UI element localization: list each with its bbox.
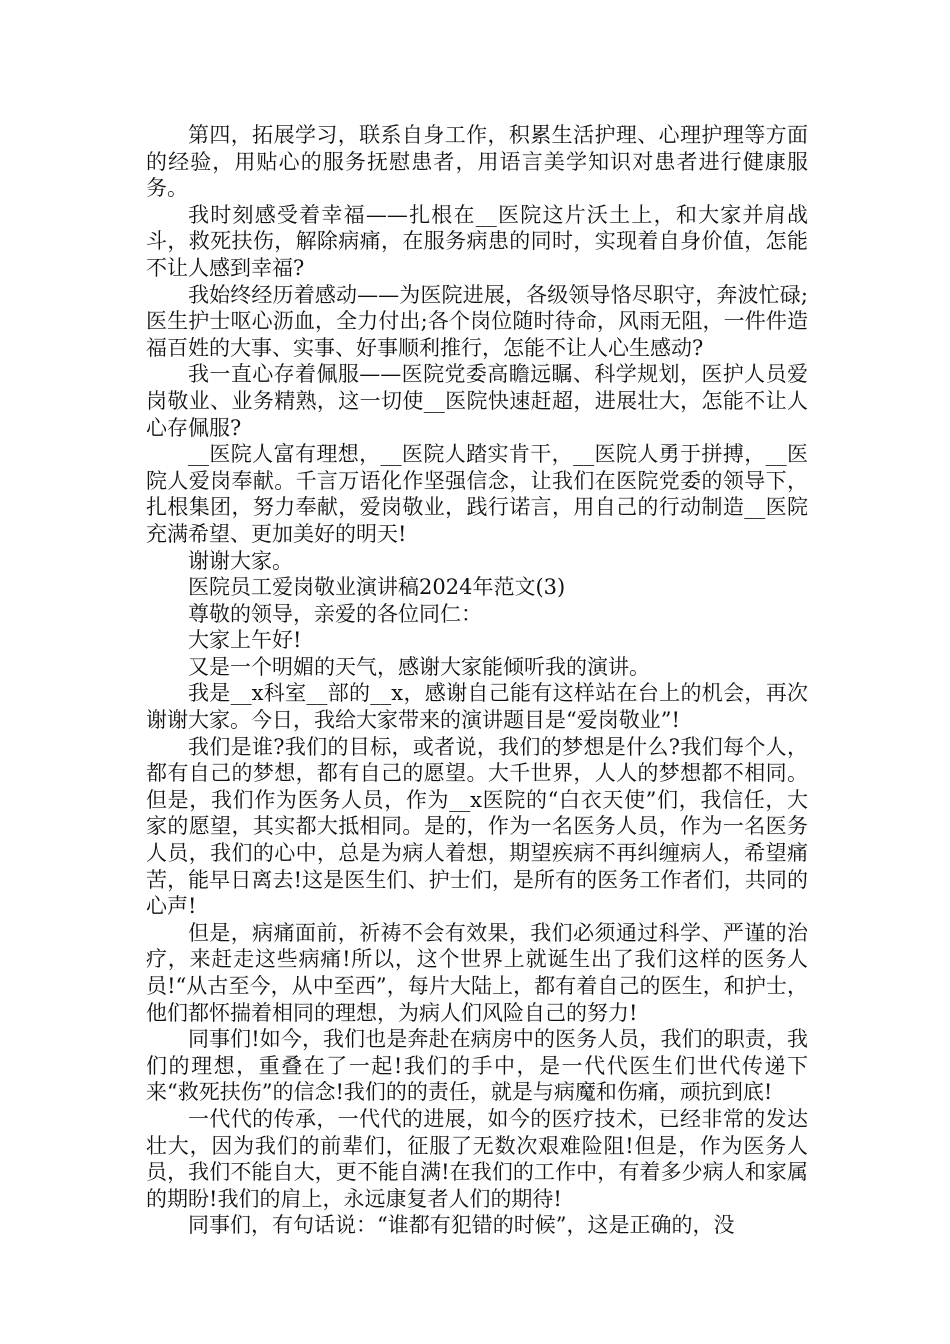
paragraph-5: __医院人富有理想，__医院人踏实肯干，__医院人勇于拼搏，__医院人爱岗奉献。千言万语化作坚强信念，让我们在医院党委的领导下，扎根集团，努力奉献，爱岗敬业，践行诺言，用自己的行动制造__医院充满希望、更加美好的明天! [146, 442, 808, 546]
paragraph-3: 我始终经历着感动——为医院进展，各级领导恪尽职守，奔波忙碌;医生护士呕心沥血，全力付出;各个岗位随时待命，风雨无阻，一件件造福百姓的大事、实事、好事顺利推行，怎能不让人心生感动? [146, 282, 808, 360]
paragraph-11: 一代代的传承，一代代的进展，如今的医疗技术，已经非常的发达壮大，因为我们的前辈们，征服了无数次艰难险阻!但是，作为医务人员，我们不能自大，更不能自满!在我们的工作中，有着多少病人和家属的期盼!我们的肩上，永远康复者人们的期待! [146, 1106, 808, 1211]
paragraph-thanks: 谢谢大家。 [188, 548, 293, 573]
paragraph-8: 我们是谁?我们的目标，或者说，我们的梦想是什么?我们每个人，都有自己的梦想，都有自己的愿望。大千世界，人人的梦想都不相同。但是，我们作为医务人员，作为__x医院的“白衣天使”们，我信任，大家的愿望，其实都大抵相同。是的，作为一名医务人员，作为一名医务人员，我们的心中，总是为病人着想，期望疾病不再纠缠病人，希望痛苦，能早日离去!这是医生们、护士们，是所有的医务工作者们，共同的心声! [146, 734, 808, 919]
paragraph-1: 第四，拓展学习，联系自身工作，积累生活护理、心理护理等方面的经验，用贴心的服务抚慰患者，用语言美学知识对患者进行健康服务。 [146, 123, 808, 201]
paragraph-10: 同事们!如今，我们也是奔赴在病房中的医务人员，我们的职责，我们的理想，重叠在了一起!我们的手中，是一代代医生们世代传递下来“救死扶伤”的信念!我们的的责任，就是与病魔和伤痛，顽抗到底! [146, 1027, 808, 1105]
paragraph-7: 我是__x科室__部的__x，感谢自己能有这样站在台上的机会，再次谢谢大家。今日，我给大家带来的演讲题目是“爱岗敬业”! [146, 681, 808, 733]
paragraph-6: 又是一个明媚的天气，感谢大家能倾听我的演讲。 [188, 654, 650, 679]
paragraph-9: 但是，病痛面前，祈祷不会有效果，我们必须通过科学、严谨的治疗，来赶走这些病痛!所以，这个世界上就诞生出了我们这样的医务人员!“从古至今，从中至西”，每片大陆上，都有着自己的医生，和护士，他们都怀揣着相同的理想，为病人们风险自己的努力! [146, 920, 808, 1025]
paragraph-12: 同事们，有句话说：“谁都有犯错的时候”，这是正确的，没 [188, 1213, 735, 1238]
greeting: 大家上午好! [188, 628, 302, 653]
document-body [146, 122, 808, 1239]
section-title: 医院员工爱岗敬业演讲稿2024年范文(3) [188, 575, 566, 600]
paragraph-2: 我时刻感受着幸福——扎根在__医院这片沃土上，和大家并肩战斗，救死扶伤，解除病痛，在服务病患的同时，实现着自身价值，怎能不让人感到幸福? [146, 202, 808, 280]
salutation: 尊敬的领导，亲爱的各位同仁： [188, 601, 482, 626]
paragraph-4: 我一直心存着佩服——医院党委高瞻远瞩、科学规划，医护人员爱岗敬业、业务精熟，这一切使__医院快速赶超，进展壮大，怎能不让人心存佩服? [146, 362, 808, 440]
